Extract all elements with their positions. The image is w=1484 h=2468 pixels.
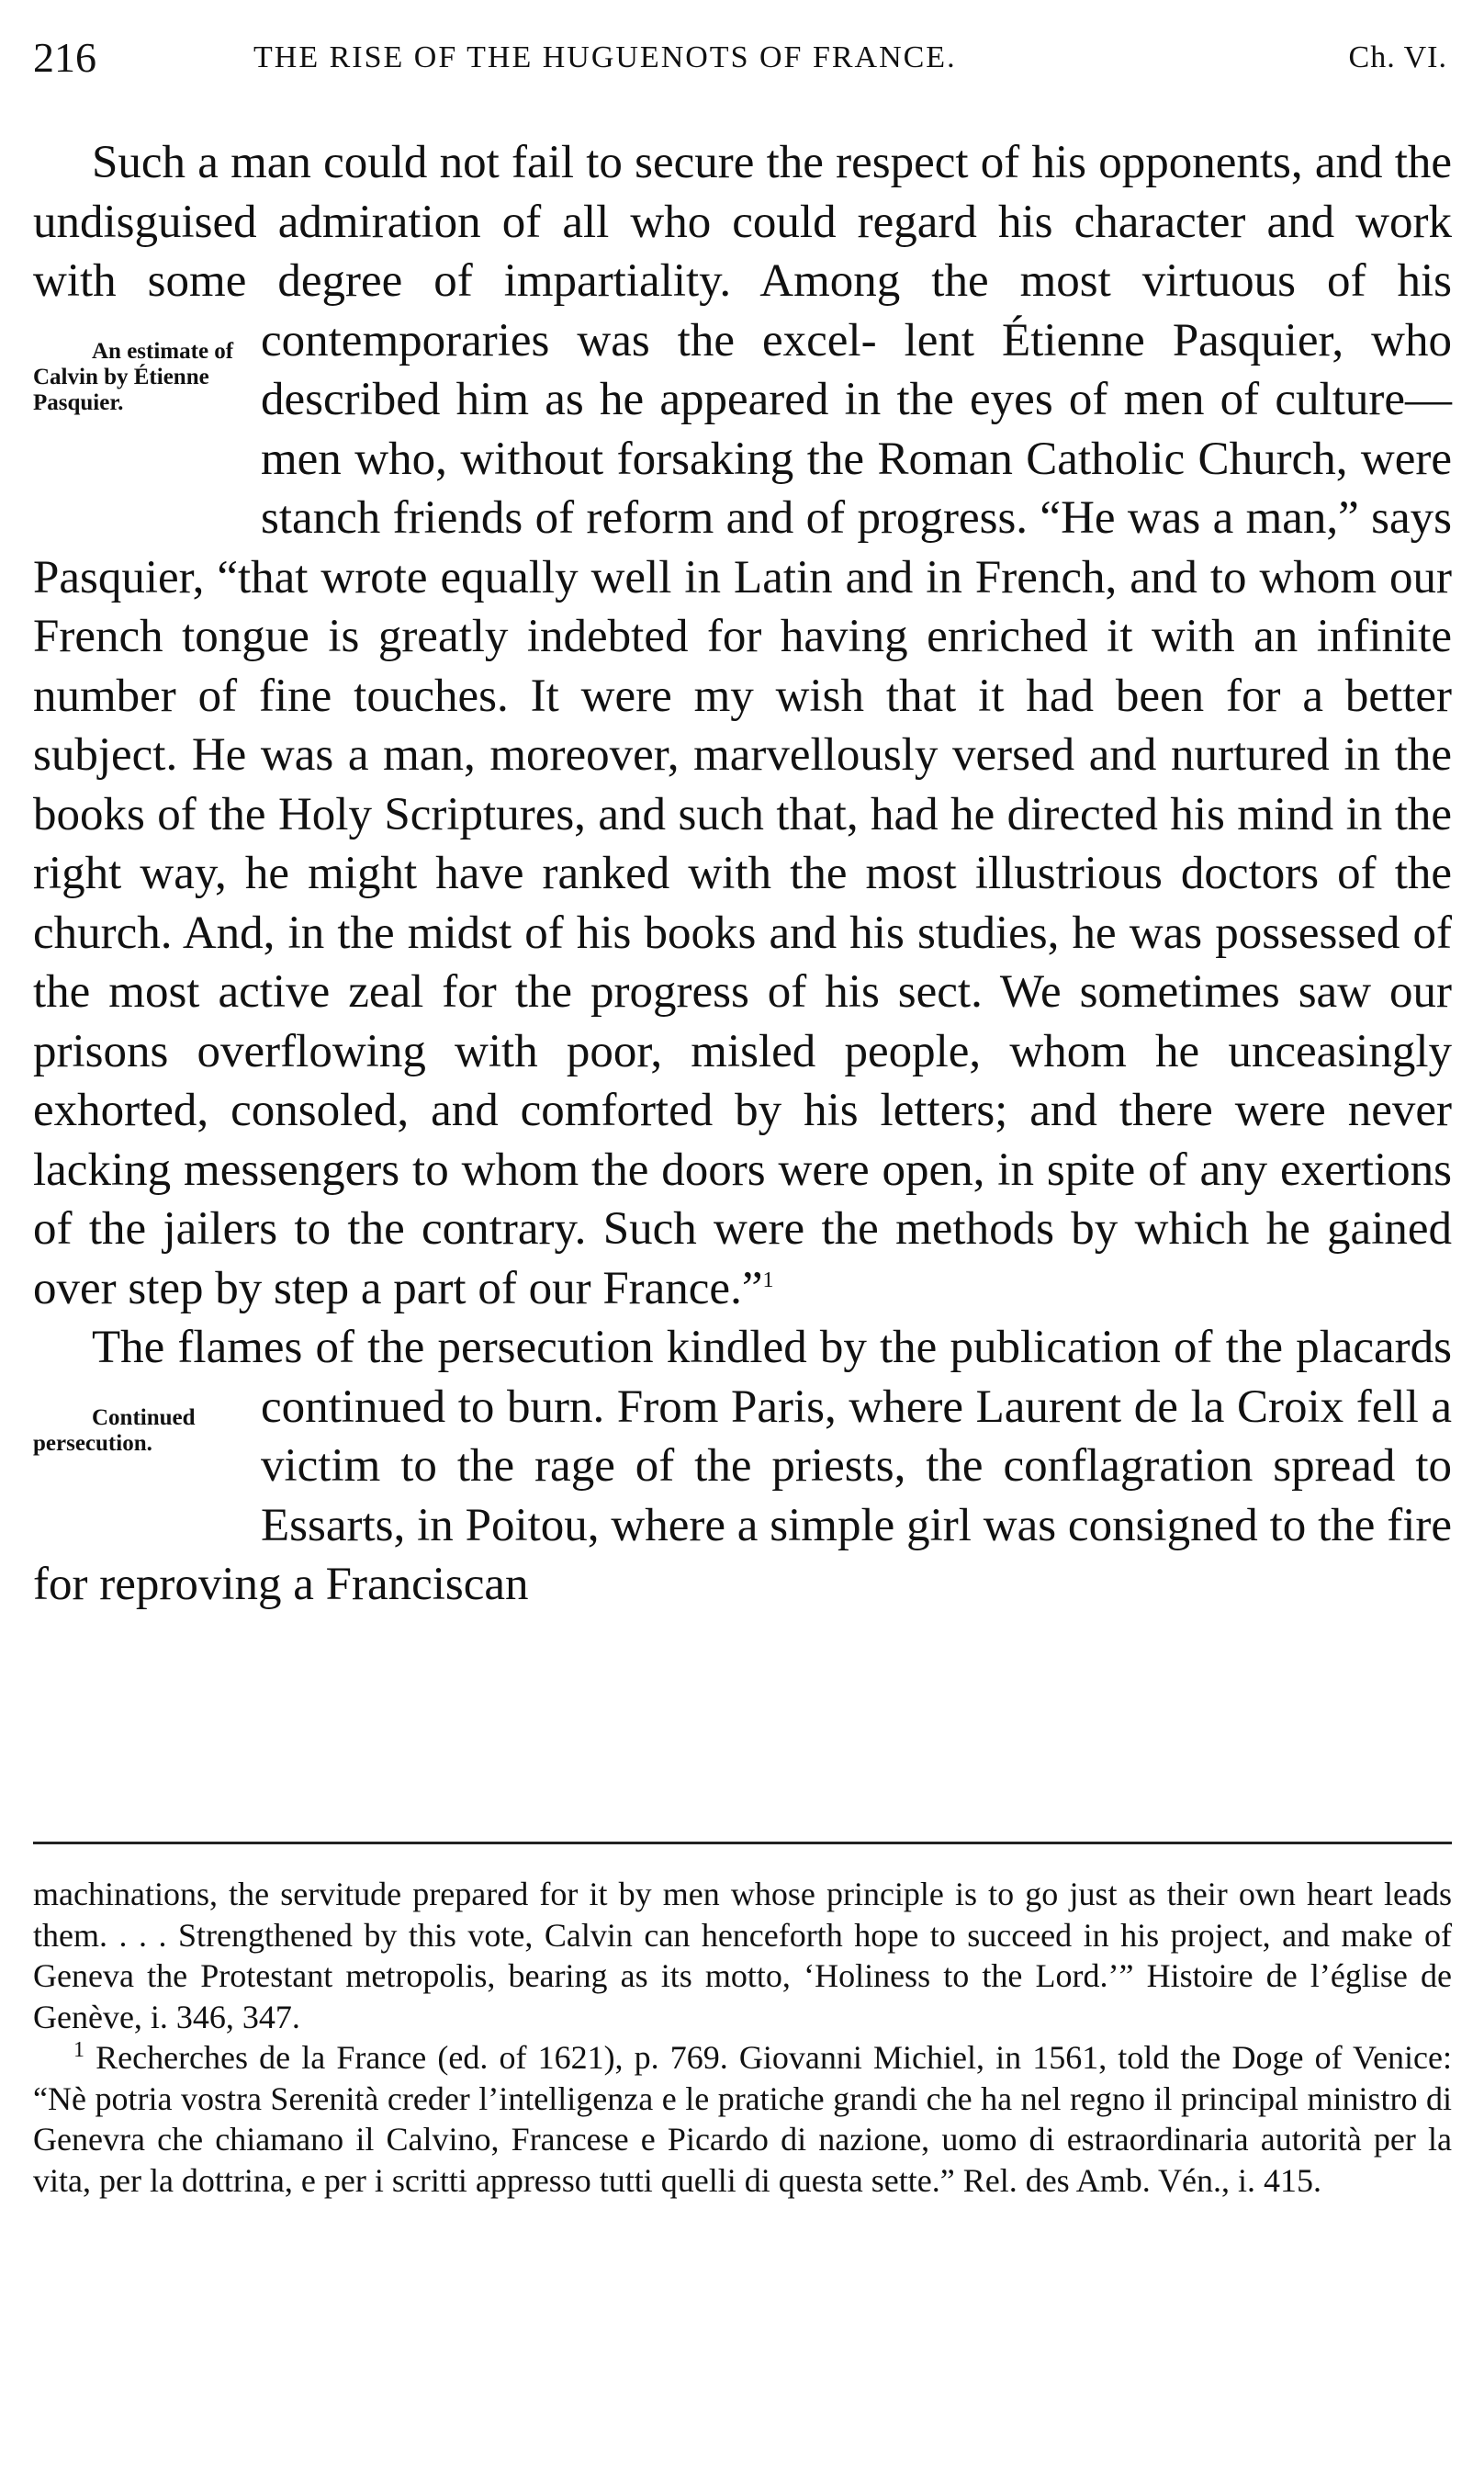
paragraph: [33, 1318, 1452, 1615]
paragraph-text: lent Étienne Pasquier, who described him as he appeared in the eyes of men of culture—men who, without forsaking the Roman Catholic Church, were stanch friends of reform and of progress. “He was a man,” says Pasquier, “that wrote equally well in Latin and in French, and to whom our French tongue is greatly indebted for having enriched it with an infinite number of fine touches. It were my wish that it had been for a better subject. He was a man, moreover, marvellously versed and nurtured in the books of the Holy Scriptures, and such that, had he directed his mind in the right way, he might have ranked with the most illustrious doctors of the church. And, in the midst of his books and his studies, he was possessed of the most active zeal for the progress of his sect. We sometimes saw our prisons overflowing with poor, misled people, whom he unceasingly exhorted, consoled, and comforted by his letters; and there were never lacking messengers to whom the doors were open, in spite of any exertions of the jailers to the contrary. Such were the methods by which he gained over step by step a part of our France.”: [33, 314, 1452, 1314]
sidenote-persecution: Continued persecution.: [33, 1404, 196, 1456]
paragraph-text: The flames of the persecution kindled by the publication of the placards continued to burn. From Paris, where Laurent de: [92, 1322, 1452, 1433]
footnote-number: 1: [73, 2038, 84, 2062]
paragraph-text: Such a man could not fail to secure the respect of his opponents, and the undisguised admiration of all who could regard his character and work with some degree of impartiality. Among the most virtuous of his contemporaries was the excel-: [33, 137, 1452, 366]
footnote-text: Recherches de la France (ed. of 1621), p. 769. Giovanni Michiel, in 1561, told the Doge of Venice: “Nè potria vostra Serenità creder l’intelligenza e le pratiche grandi che ha nel regno il principal ministro di Genevra che chiamano il Calvino, Francese e Picardo di nazione, uomo di estraordinaria autorità per la vita, per la dottrina, e per i scritti appresso tutti quelli di questa sette.” Rel. des Amb. Vén., i. 415.: [33, 2039, 1453, 2199]
paragraph-text: la Croix fell a victim to the rage of the priests, the conflagration spread to Essarts, in Poitou, where a simple girl was consigned to the fire for reproving a Franciscan: [33, 1381, 1452, 1610]
running-head: [33, 33, 1447, 88]
paragraph: [33, 133, 1452, 1318]
footnote-1: [33, 2037, 1452, 2201]
page-number: 216: [33, 34, 96, 81]
footnote-continued: [33, 1874, 1452, 2037]
footnote-text: machinations, the servitude prepared for it by men whose principle is to go just as their own heart leads them. . . . Strengthened by this vote, Calvin can henceforth hope to succeed in his project, and make of Geneva the Protestant metropolis, bearing as its motto, ‘Holiness to the Lord.’” Histoire de l’église de Genève, i. 346, 347.: [33, 1876, 1452, 2035]
footnote-marker: 1: [762, 1268, 774, 1292]
running-title: THE RISE OF THE HUGUENOTS OF FRANCE.: [253, 40, 957, 74]
main-text: [33, 133, 1452, 1615]
footnote-separator: [33, 1842, 1452, 1844]
sidenote-estimate: An estimate of Calvin by Étienne Pasquier.: [33, 338, 234, 415]
chapter-label: Ch. VI.: [1348, 40, 1447, 74]
footnotes: [33, 1874, 1452, 2201]
